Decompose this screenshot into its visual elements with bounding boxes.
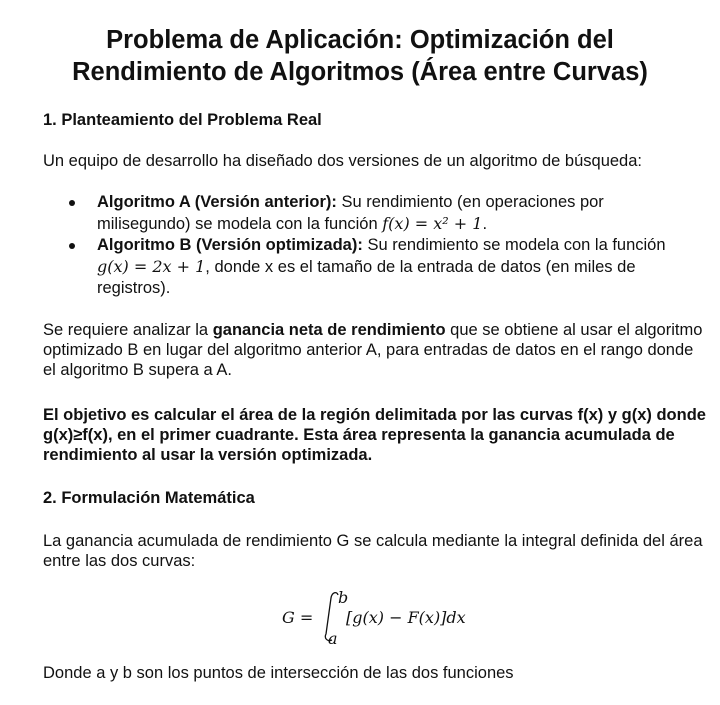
section-1-intro: Un equipo de desarrollo ha diseñado dos versiones de un algoritmo de búsqueda: <box>43 152 642 170</box>
formula-g: g(x) = 2x + 1 <box>97 257 206 276</box>
section-2-heading: 2. Formulación Matemática <box>43 489 255 507</box>
formula-lhs: G = <box>282 608 314 627</box>
paragraph-2-before: Se requiere analizar la <box>43 321 213 339</box>
algorithm-b-text-end: , donde x es el tamaño de la entrada de datos (en miles de registros). <box>97 258 636 297</box>
section-2-closing: Donde a y b son los puntos de intersección de las dos funciones <box>43 664 514 682</box>
integral-formula-svg <box>280 590 480 646</box>
section-1-paragraph-2 <box>43 320 703 380</box>
algorithm-b-label: Algoritmo B (Versión optimizada): <box>97 236 363 254</box>
section-1-heading: 1. Planteamiento del Problema Real <box>43 111 322 129</box>
page-title <box>20 24 700 88</box>
bullet-icon <box>69 243 75 249</box>
list-item-algorithm-a <box>43 192 683 235</box>
formula-integrand: [g(x) − F(x)]dx <box>346 608 466 627</box>
integral-formula <box>280 590 480 646</box>
page-title-line-1: Problema de Aplicación: Optimización del <box>106 26 614 54</box>
paragraph-2-after: que se obtiene al usar el algoritmo optimizado B en lugar del algoritmo anterior A, para entradas de datos en el rango donde el algoritmo B supera a A. <box>43 321 703 379</box>
formula-lower-limit: a <box>328 629 338 648</box>
objective-paragraph: El objetivo es calcular el área de la región delimitada por las curvas f(x) y g(x) donde g(x)≥f(x), en el primer cuadrante. Esta área representa la ganancia acumulada de rendimiento al usar la versión optimizada. <box>43 406 706 464</box>
algorithm-a-label: Algoritmo A (Versión anterior): <box>97 193 337 211</box>
formula-f: f(x) = x² + 1 <box>382 214 483 233</box>
algorithm-list <box>43 192 683 299</box>
algorithm-a-text-end: . <box>482 215 488 233</box>
algorithm-a-text: Su rendimiento (en operaciones por milisegundo) se modela con la función <box>97 193 604 233</box>
section-2-paragraph: La ganancia acumulada de rendimiento G se calcula mediante la integral definida del área entre las dos curvas: <box>43 532 703 570</box>
algorithm-b-text: Su rendimiento se modela con la función <box>362 236 666 254</box>
bullet-icon <box>69 200 75 206</box>
formula-upper-limit: b <box>338 588 349 607</box>
list-item-algorithm-b <box>43 235 683 299</box>
page-title-line-2: Rendimiento de Algoritmos (Área entre Curvas) <box>72 58 648 86</box>
paragraph-2-bold: ganancia neta de rendimiento <box>212 321 446 339</box>
